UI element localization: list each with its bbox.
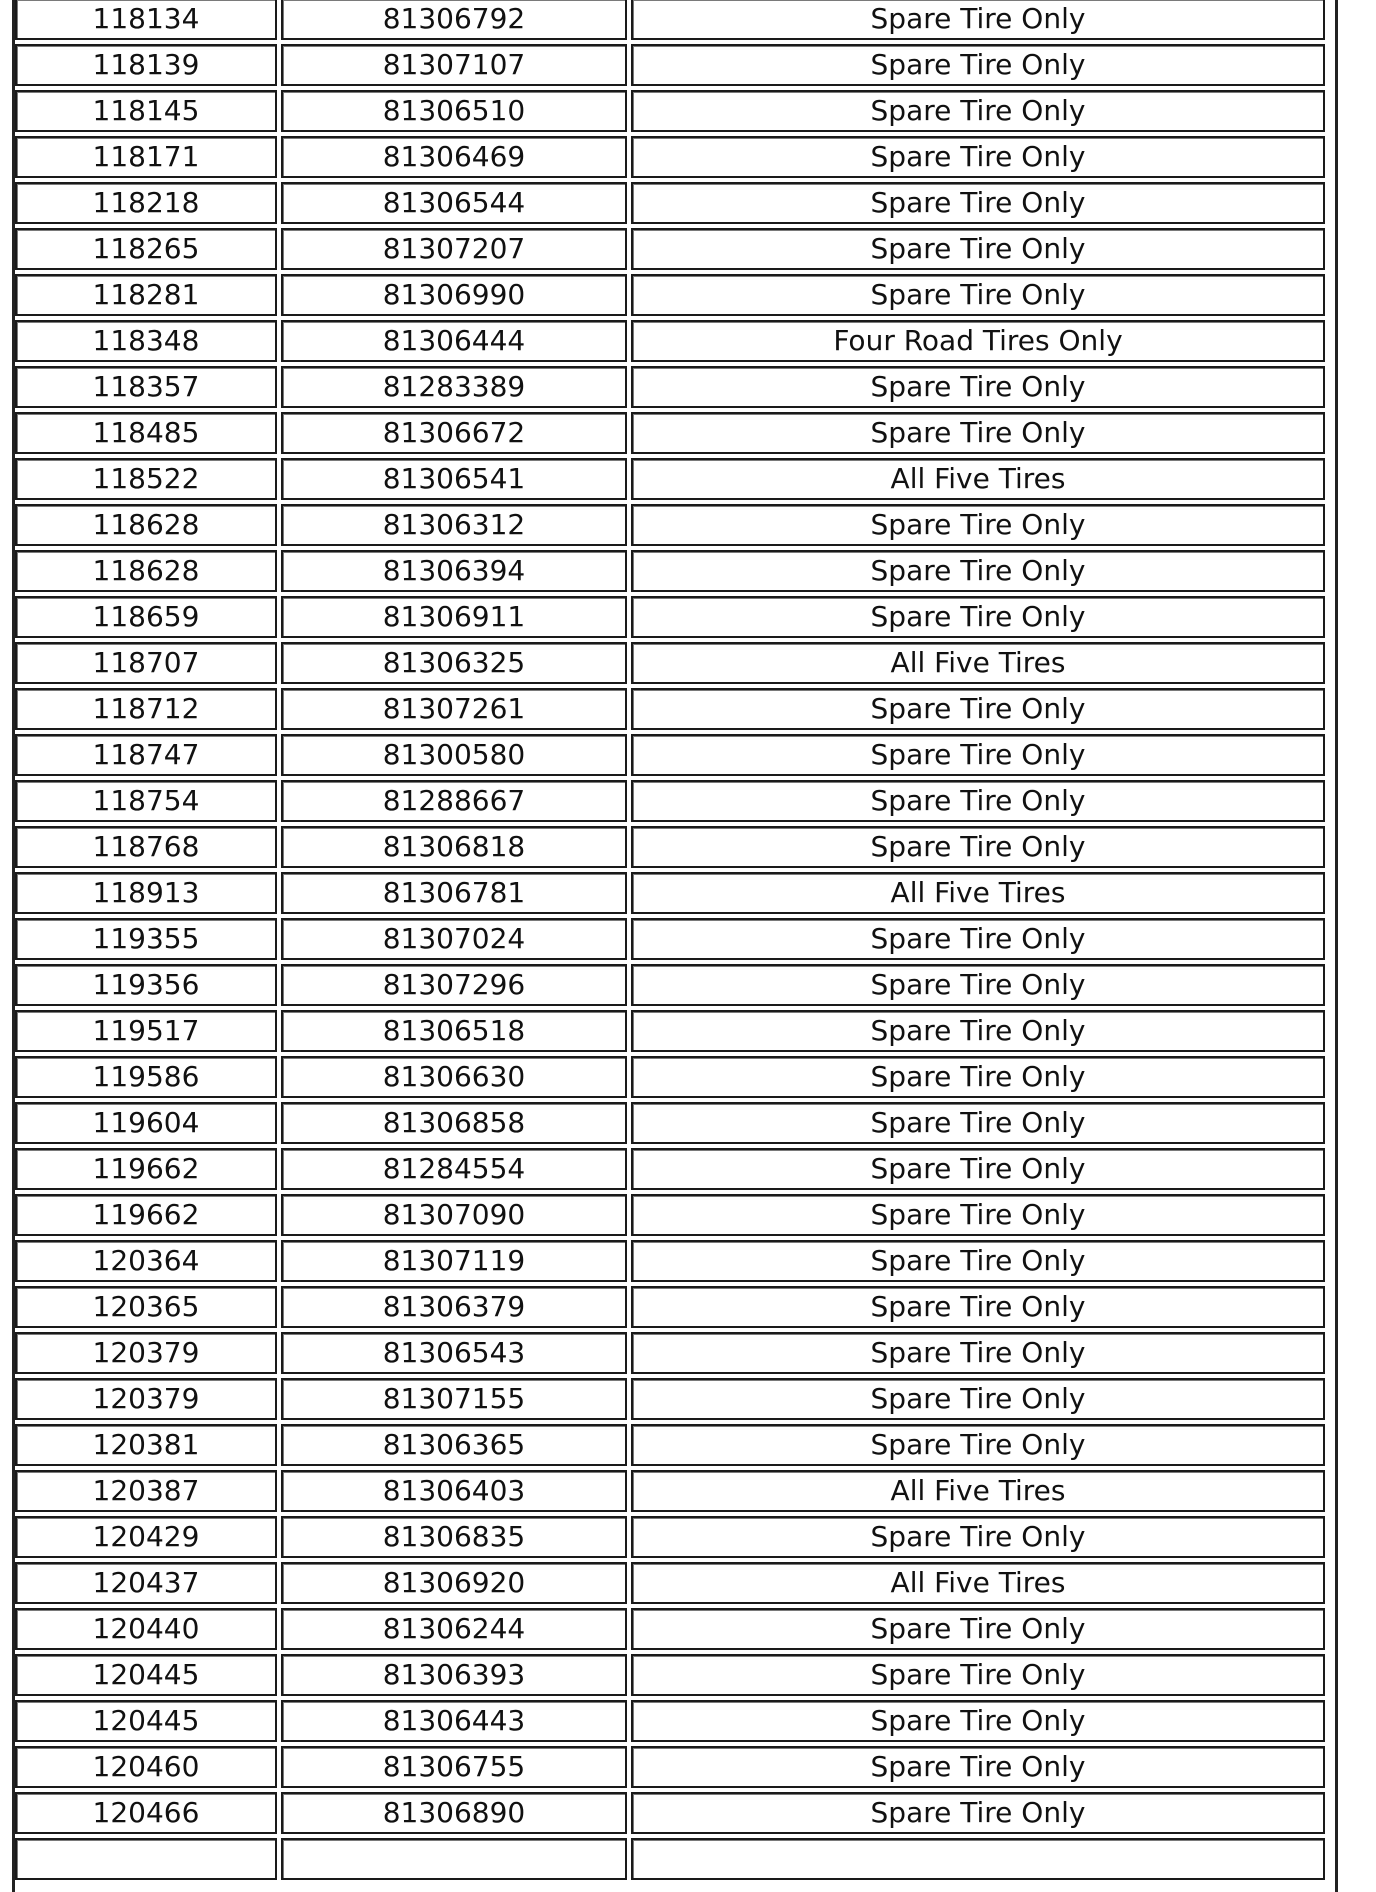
table-row — [15, 1516, 1325, 1558]
table-row — [15, 182, 1325, 224]
id-cell: 120379 — [15, 1332, 277, 1374]
table-row — [15, 1010, 1325, 1052]
table-row — [15, 1240, 1325, 1282]
tire-replacement-cell: Spare Tire Only — [631, 1286, 1325, 1328]
tire-replacement-cell: Spare Tire Only — [631, 596, 1325, 638]
tire-replacement-cell: Spare Tire Only — [631, 1516, 1325, 1558]
table-row — [15, 688, 1325, 730]
id-cell: 118707 — [15, 642, 277, 684]
vehicle-number-cell: 81306990 — [281, 274, 627, 316]
vehicle-number-cell: 81306244 — [281, 1608, 627, 1650]
vehicle-number-cell: 81307024 — [281, 918, 627, 960]
tire-replacement-cell: Spare Tire Only — [631, 688, 1325, 730]
vehicle-number-cell: 81306541 — [281, 458, 627, 500]
table-row — [15, 1792, 1325, 1834]
id-cell: 119356 — [15, 964, 277, 1006]
vehicle-number-cell: 81306365 — [281, 1424, 627, 1466]
empty-cell — [15, 1838, 277, 1880]
tire-replacement-cell: Spare Tire Only — [631, 550, 1325, 592]
tire-replacement-cell: Spare Tire Only — [631, 1700, 1325, 1742]
table-row — [15, 504, 1325, 546]
id-cell: 120381 — [15, 1424, 277, 1466]
table-row — [15, 320, 1325, 362]
tire-replacement-cell: All Five Tires — [631, 1562, 1325, 1604]
table-row — [15, 1562, 1325, 1604]
vehicle-number-cell: 81306325 — [281, 642, 627, 684]
vehicle-number-cell: 81306672 — [281, 412, 627, 454]
table-row — [15, 642, 1325, 684]
id-cell: 118659 — [15, 596, 277, 638]
vehicle-number-cell: 81306443 — [281, 1700, 627, 1742]
table-row — [15, 1286, 1325, 1328]
table-row — [15, 1332, 1325, 1374]
vehicle-number-cell: 81306518 — [281, 1010, 627, 1052]
vehicle-number-cell: 81306792 — [281, 0, 627, 40]
vehicle-number-cell: 81306920 — [281, 1562, 627, 1604]
id-cell: 120429 — [15, 1516, 277, 1558]
id-cell: 120387 — [15, 1470, 277, 1512]
table-row — [15, 1194, 1325, 1236]
id-cell: 118281 — [15, 274, 277, 316]
tire-replacement-cell: All Five Tires — [631, 1470, 1325, 1512]
table-row — [15, 918, 1325, 960]
table-row — [15, 1102, 1325, 1144]
tire-replacement-cell: Spare Tire Only — [631, 1746, 1325, 1788]
id-cell: 119586 — [15, 1056, 277, 1098]
table-row — [15, 1056, 1325, 1098]
tire-replacement-cell: Spare Tire Only — [631, 366, 1325, 408]
table-row — [15, 1148, 1325, 1190]
table-row — [15, 412, 1325, 454]
vehicle-number-cell: 81306393 — [281, 1654, 627, 1696]
vehicle-number-cell: 81307296 — [281, 964, 627, 1006]
id-cell: 118145 — [15, 90, 277, 132]
tire-replacement-cell: Spare Tire Only — [631, 918, 1325, 960]
table-row — [15, 872, 1325, 914]
table-row — [15, 734, 1325, 776]
tire-replacement-cell: Four Road Tires Only — [631, 320, 1325, 362]
tire-replacement-cell: All Five Tires — [631, 642, 1325, 684]
tire-replacement-cell: Spare Tire Only — [631, 1010, 1325, 1052]
vehicle-number-cell: 81306890 — [281, 1792, 627, 1834]
vehicle-number-cell: 81306911 — [281, 596, 627, 638]
id-cell: 120445 — [15, 1700, 277, 1742]
table-body — [15, 0, 1325, 1880]
table-row — [15, 1746, 1325, 1788]
id-cell: 119662 — [15, 1194, 277, 1236]
table-row — [15, 44, 1325, 86]
vehicle-number-cell: 81306835 — [281, 1516, 627, 1558]
tire-replacement-cell: Spare Tire Only — [631, 1148, 1325, 1190]
tire-replacement-cell: Spare Tire Only — [631, 44, 1325, 86]
vehicle-number-cell: 81306858 — [281, 1102, 627, 1144]
table-row — [15, 1424, 1325, 1466]
vehicle-number-cell: 81306394 — [281, 550, 627, 592]
vehicle-number-cell: 81306379 — [281, 1286, 627, 1328]
table-row — [15, 0, 1325, 40]
table-row-partial — [15, 1838, 1325, 1880]
id-cell: 118265 — [15, 228, 277, 270]
id-cell: 120466 — [15, 1792, 277, 1834]
empty-cell — [631, 1838, 1325, 1880]
empty-cell — [281, 1838, 627, 1880]
id-cell: 119517 — [15, 1010, 277, 1052]
vehicle-number-cell: 81306469 — [281, 136, 627, 178]
id-cell: 118754 — [15, 780, 277, 822]
vehicle-number-cell: 81307155 — [281, 1378, 627, 1420]
id-cell: 120365 — [15, 1286, 277, 1328]
tire-replacement-cell: Spare Tire Only — [631, 1378, 1325, 1420]
id-cell: 118628 — [15, 550, 277, 592]
tire-replacement-cell: Spare Tire Only — [631, 1424, 1325, 1466]
tire-replacement-cell: Spare Tire Only — [631, 504, 1325, 546]
id-cell: 118139 — [15, 44, 277, 86]
tire-replacement-cell: Spare Tire Only — [631, 228, 1325, 270]
tire-replacement-cell: Spare Tire Only — [631, 780, 1325, 822]
table-row — [15, 1700, 1325, 1742]
table-row — [15, 90, 1325, 132]
vehicle-number-cell: 81306403 — [281, 1470, 627, 1512]
tire-replacement-cell: Spare Tire Only — [631, 1102, 1325, 1144]
table-row — [15, 366, 1325, 408]
vehicle-number-cell: 81284554 — [281, 1148, 627, 1190]
table-row — [15, 274, 1325, 316]
id-cell: 118768 — [15, 826, 277, 868]
vehicle-number-cell: 81300580 — [281, 734, 627, 776]
id-cell: 119355 — [15, 918, 277, 960]
tire-replacement-cell: Spare Tire Only — [631, 1792, 1325, 1834]
vehicle-number-cell: 81307107 — [281, 44, 627, 86]
id-cell: 118134 — [15, 0, 277, 40]
tire-replacement-cell: Spare Tire Only — [631, 136, 1325, 178]
tire-replacement-cell: Spare Tire Only — [631, 1056, 1325, 1098]
tire-replacement-cell: Spare Tire Only — [631, 90, 1325, 132]
id-cell: 120437 — [15, 1562, 277, 1604]
id-cell: 118628 — [15, 504, 277, 546]
id-cell: 118357 — [15, 366, 277, 408]
tire-replacement-cell: Spare Tire Only — [631, 1240, 1325, 1282]
tire-replacement-cell: Spare Tire Only — [631, 1332, 1325, 1374]
vehicle-number-cell: 81306818 — [281, 826, 627, 868]
id-cell: 118485 — [15, 412, 277, 454]
vehicle-number-cell: 81306444 — [281, 320, 627, 362]
tire-replacement-cell: Spare Tire Only — [631, 182, 1325, 224]
id-cell: 118348 — [15, 320, 277, 362]
tire-replacement-cell: Spare Tire Only — [631, 734, 1325, 776]
tire-replacement-cell: Spare Tire Only — [631, 1194, 1325, 1236]
table-row — [15, 550, 1325, 592]
id-cell: 118218 — [15, 182, 277, 224]
vehicle-number-cell: 81306544 — [281, 182, 627, 224]
table-row — [15, 826, 1325, 868]
table-row — [15, 1470, 1325, 1512]
id-cell: 118522 — [15, 458, 277, 500]
table-row — [15, 1378, 1325, 1420]
vehicle-number-cell: 81307119 — [281, 1240, 627, 1282]
tire-replacement-cell: Spare Tire Only — [631, 1608, 1325, 1650]
id-cell: 120440 — [15, 1608, 277, 1650]
vehicle-number-cell: 81306312 — [281, 504, 627, 546]
tire-replacement-cell: All Five Tires — [631, 458, 1325, 500]
tire-replacement-cell: Spare Tire Only — [631, 1654, 1325, 1696]
table-row — [15, 780, 1325, 822]
tire-replacement-cell: Spare Tire Only — [631, 826, 1325, 868]
table-row — [15, 1654, 1325, 1696]
vehicle-number-cell: 81306781 — [281, 872, 627, 914]
vehicle-number-cell: 81307261 — [281, 688, 627, 730]
tire-replacement-cell: Spare Tire Only — [631, 964, 1325, 1006]
table-row — [15, 136, 1325, 178]
tire-replacement-cell: Spare Tire Only — [631, 0, 1325, 40]
tire-replacement-cell: Spare Tire Only — [631, 274, 1325, 316]
vehicle-number-cell: 81288667 — [281, 780, 627, 822]
id-cell: 120379 — [15, 1378, 277, 1420]
table-row — [15, 228, 1325, 270]
vehicle-number-cell: 81306630 — [281, 1056, 627, 1098]
vehicle-number-cell: 81306543 — [281, 1332, 627, 1374]
table-row — [15, 1608, 1325, 1650]
tire-recall-table — [11, 0, 1329, 1884]
id-cell: 119604 — [15, 1102, 277, 1144]
id-cell: 119662 — [15, 1148, 277, 1190]
table-row — [15, 596, 1325, 638]
vehicle-number-cell: 81307207 — [281, 228, 627, 270]
id-cell: 120364 — [15, 1240, 277, 1282]
vehicle-number-cell: 81306510 — [281, 90, 627, 132]
table-row — [15, 964, 1325, 1006]
id-cell: 120445 — [15, 1654, 277, 1696]
id-cell: 120460 — [15, 1746, 277, 1788]
vehicle-number-cell: 81306755 — [281, 1746, 627, 1788]
id-cell: 118171 — [15, 136, 277, 178]
table-row — [15, 458, 1325, 500]
vehicle-number-cell: 81283389 — [281, 366, 627, 408]
vehicle-number-cell: 81307090 — [281, 1194, 627, 1236]
id-cell: 118747 — [15, 734, 277, 776]
tire-replacement-cell: All Five Tires — [631, 872, 1325, 914]
id-cell: 118712 — [15, 688, 277, 730]
id-cell: 118913 — [15, 872, 277, 914]
tire-replacement-cell: Spare Tire Only — [631, 412, 1325, 454]
